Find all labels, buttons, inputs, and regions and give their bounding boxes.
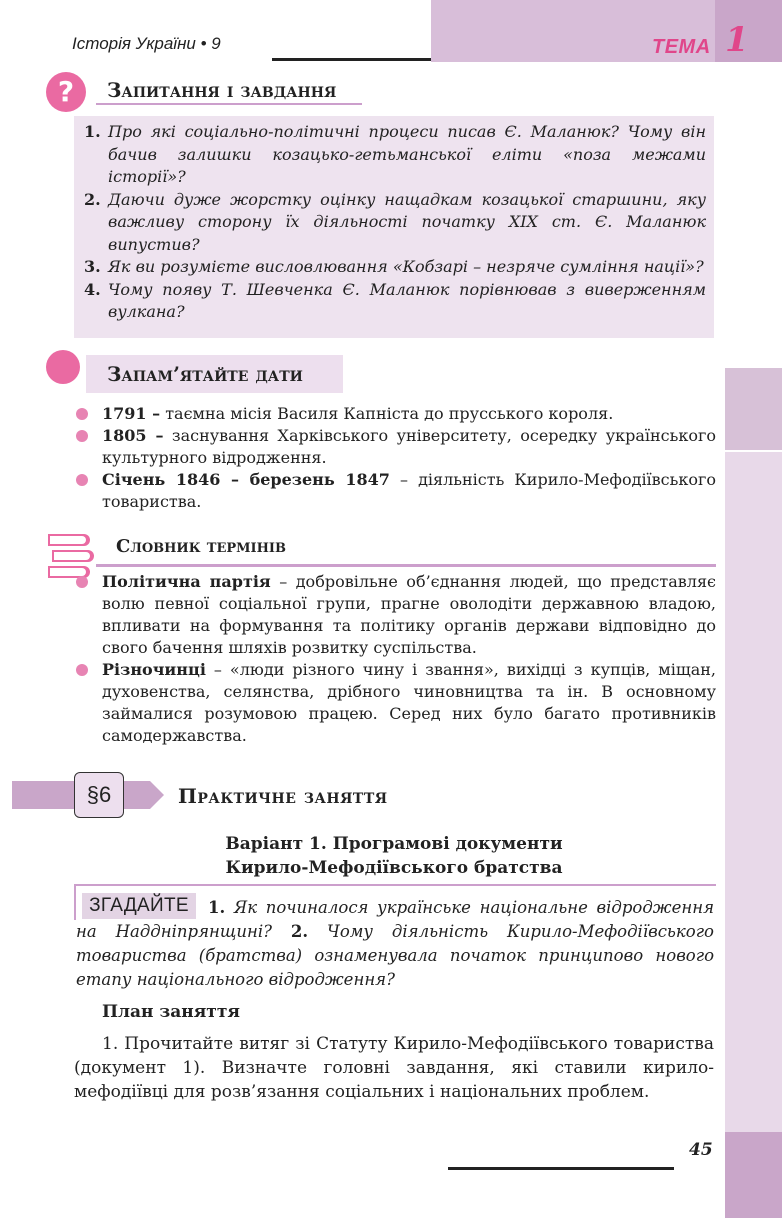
tema-number: 1 <box>725 20 749 60</box>
date-item <box>76 425 716 469</box>
glossary-title: Словник термінів <box>116 536 286 557</box>
date-text: – діяльність Кирило-Мефодіївського товариства. <box>102 470 717 511</box>
header-rule <box>272 58 440 61</box>
recall-question: Як починалося українське національне відродження на Наддніпрянщині? <box>76 898 714 941</box>
date-item <box>76 469 716 513</box>
question-item <box>84 121 706 189</box>
question-text: Про які соціально-політичні процеси писав Є. Маланюк? Чому він бачив залишки козацько-гетьманської еліти «поза межами історії»? <box>108 122 706 186</box>
date-item <box>76 403 716 425</box>
glossary-item <box>76 659 716 747</box>
pink-circle-icon <box>46 350 80 384</box>
plan-text: 1. Прочитайте витяг зі Статуту Кирило-Мефодіївського товариства (документ 1). Визначте головні завдання, які ставили кирило-мефодіївці для розв’язання соціальних і національних проблем. <box>74 1034 714 1102</box>
question-number: 2. <box>84 189 101 209</box>
recall-number: 1. <box>208 898 226 917</box>
bullet-dot-icon <box>76 408 88 420</box>
section-rule <box>96 564 716 567</box>
question-text: Чому появу Т. Шевченка Є. Маланюк порівнював з виверженням вулкана? <box>108 279 706 321</box>
glossary-definition: – «люди різного чину і звання», вихідці з купців, міщан, духовенства, селянства, дрібного чиновництва та ін. В основному займалися розумовою працею. Серед них було багато противників самодержавства. <box>102 660 716 745</box>
date-text: заснування Харківського університету, осередку українського культурного відродження. <box>102 426 716 467</box>
date-term: 1805 – <box>102 426 164 445</box>
recall-frame <box>74 884 716 886</box>
questions-list <box>84 121 706 324</box>
glossary-item <box>76 571 716 659</box>
dates-list <box>76 403 716 513</box>
plan-title: План заняття <box>102 1002 240 1022</box>
recall-question: Чому діяльність Кирило-Мефодіївського товариства (братства) ознаменувала початок принципово нового етапу національного відродження? <box>76 922 714 989</box>
bullet-dot-icon <box>76 474 88 486</box>
lesson-title: Практичне заняття <box>178 784 388 808</box>
section-rule <box>96 103 362 105</box>
dates-title: Запам’ятайте дати <box>107 362 303 386</box>
glossary-term: Різночинці <box>102 660 206 679</box>
question-item <box>84 279 706 324</box>
recall-label: ЗГАДАЙТЕ <box>82 893 196 919</box>
question-number: 3. <box>84 257 101 276</box>
questions-title: Запитання і завдання <box>107 78 337 102</box>
side-tab <box>725 368 782 450</box>
side-tab <box>725 1132 782 1218</box>
recall-number: 2. <box>290 922 309 941</box>
side-tab <box>725 452 782 1132</box>
date-text: таємна місія Василя Капніста до прусського короля. <box>160 404 614 423</box>
question-text: Як ви розумієте висловлювання «Кобзарі – незряче сумління нації»? <box>108 257 704 276</box>
question-item <box>84 256 706 279</box>
variant-title <box>74 832 714 880</box>
tema-label: ТЕМА <box>652 36 711 58</box>
question-item <box>84 189 706 257</box>
tema-number-box <box>715 0 782 62</box>
bullet-dot-icon <box>76 576 88 588</box>
running-title: Історія України • 9 <box>72 34 221 53</box>
footer-rule <box>448 1167 674 1170</box>
variant-title-line: Варіант 1. Програмові документи <box>225 834 563 854</box>
question-number: 4. <box>84 279 101 299</box>
question-text: Даючи дуже жорстку оцінку нащадкам козацької старшини, яку важливу сторону їх діяльності початку XIX ст. Є. Маланюк випустив? <box>108 189 706 254</box>
bullet-dot-icon <box>76 430 88 442</box>
glossary-list <box>76 571 716 747</box>
date-term: 1791 – <box>102 404 161 423</box>
question-mark-icon: ? <box>46 72 86 112</box>
paragraph-badge: §6 <box>74 772 124 818</box>
variant-title-line: Кирило-Мефодіївського братства <box>225 858 563 878</box>
bullet-dot-icon <box>76 664 88 676</box>
page-number: 45 <box>689 1140 713 1160</box>
date-term: Січень 1846 – березень 1847 <box>102 470 390 489</box>
glossary-definition: – добровільне об’єднання людей, що представляє волю певної соціальної групи, прагне оволодіти державною владою, впливати на формування та політику органів держави відповідно до свого бачення шляхів розвитку суспільства. <box>102 572 716 657</box>
question-number: 1. <box>84 122 101 141</box>
glossary-term: Політична партія <box>102 572 271 591</box>
